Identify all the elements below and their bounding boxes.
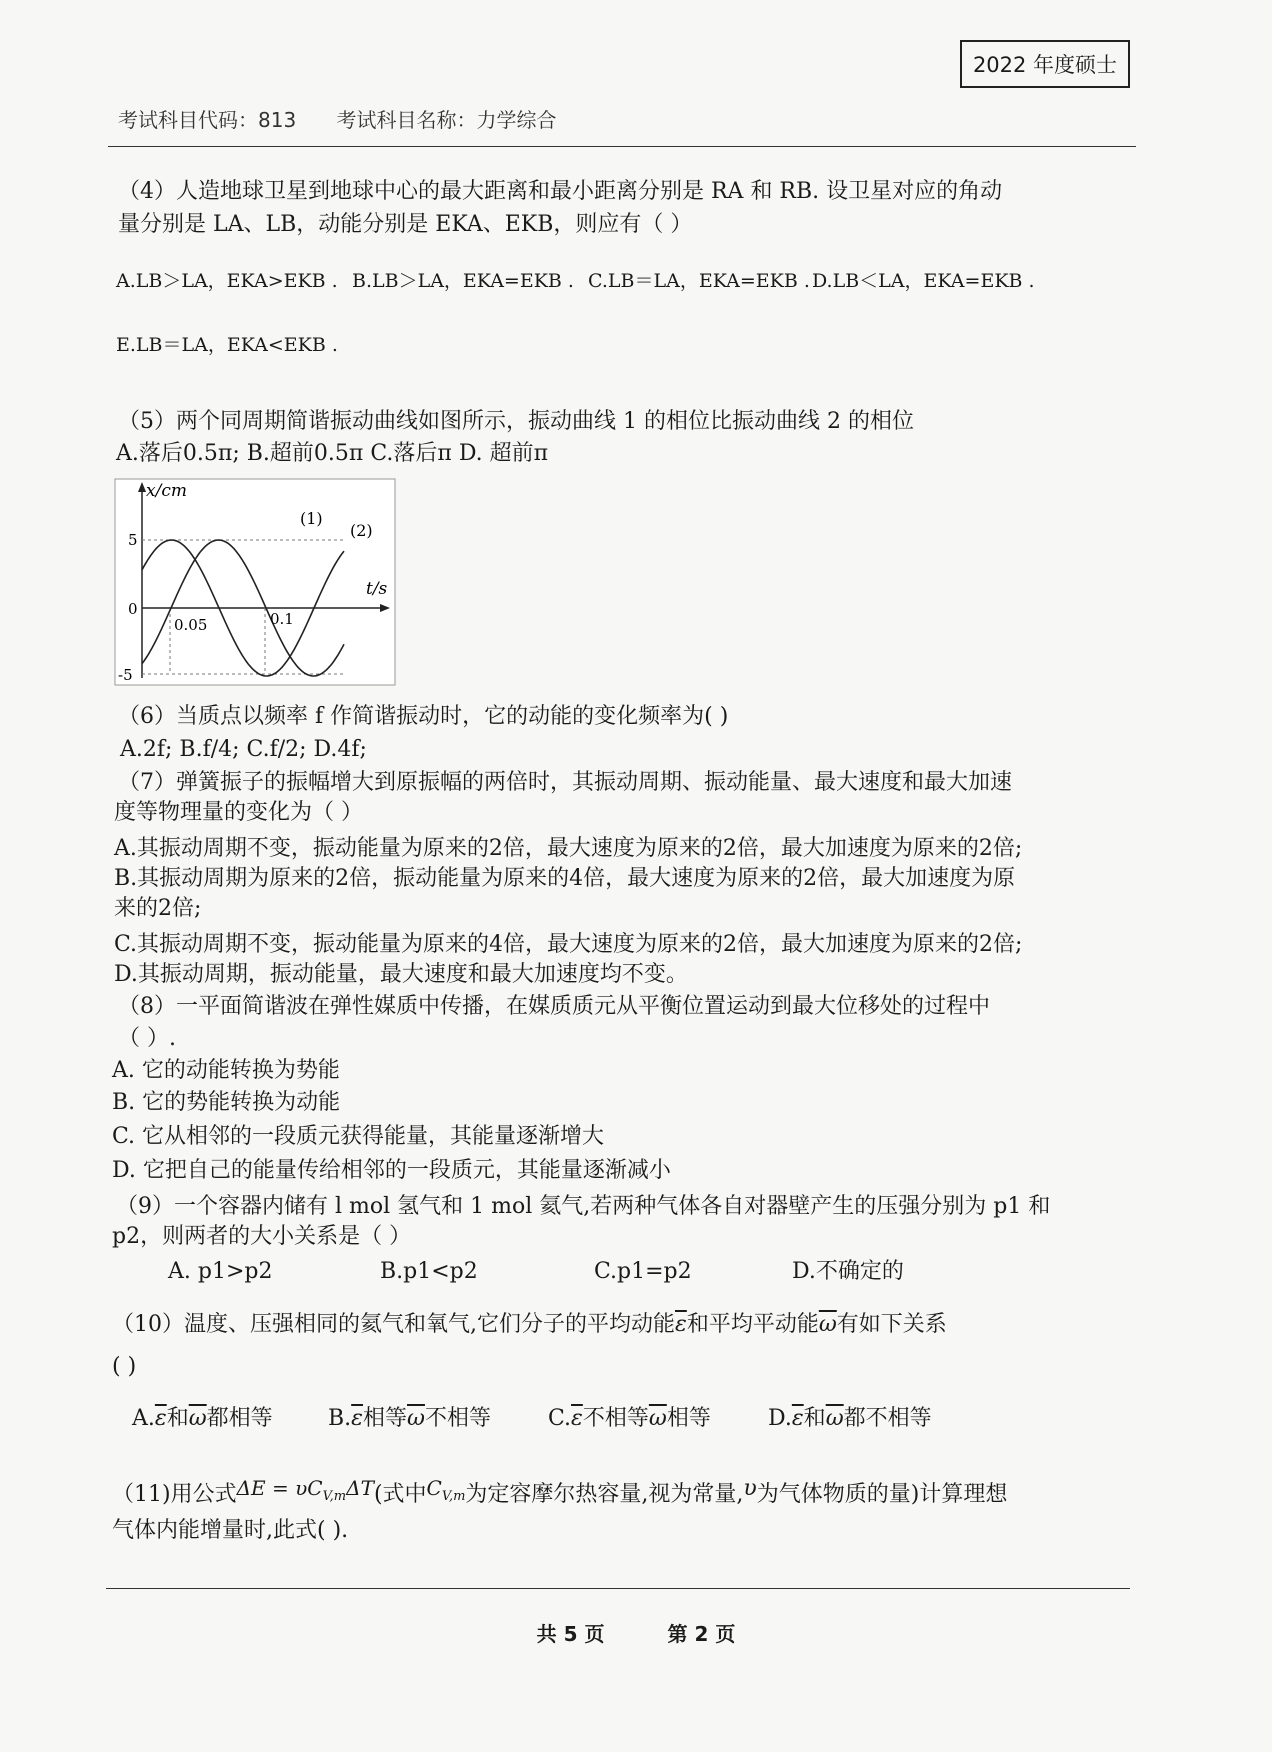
q7-option-d: D.其振动周期，振动能量，最大速度和最大加速度均不变。 <box>114 962 688 987</box>
page-footer <box>0 1618 1272 1647</box>
year-box: 2022 年度硕士 <box>960 40 1130 88</box>
q10-option-a-mid: 和 <box>166 1406 189 1431</box>
q4-line1: （4）人造地球卫星到地球中心的最大距离和最小距离分别是 RA 和 RB. 设卫星对应的角动 <box>118 179 1003 204</box>
q11-text-d: 为气体物质的量)计算理想 <box>756 1482 1008 1507</box>
omega-symbol: $\overline{\omega}$ <box>648 1406 667 1431</box>
current-page: 第 2 页 <box>667 1622 736 1646</box>
omega-symbol: $\overline{\omega}$ <box>188 1406 207 1431</box>
q11-text-c: 为定容摩尔热容量,视为常量, <box>465 1482 744 1507</box>
curve-1-label: (1) <box>300 509 323 528</box>
q10-option-a <box>132 1402 273 1435</box>
q10-option-c <box>548 1402 711 1435</box>
epsilon-symbol: $\overline{\varepsilon}$ <box>351 1406 363 1431</box>
header-rule <box>108 146 1136 147</box>
oscillation-graph <box>114 478 396 686</box>
q10-option-c-mid: 不相等 <box>582 1406 649 1431</box>
formula-subscript: V,m <box>322 1489 347 1504</box>
epsilon-symbol: $\overline{\varepsilon}$ <box>791 1406 804 1431</box>
omega-symbol: $\overline{\omega}$ <box>407 1406 425 1431</box>
q10-option-b-prefix: B. <box>328 1406 352 1431</box>
x-tick-1: 0.05 <box>174 616 208 634</box>
epsilon-symbol: $\overline{\varepsilon}$ <box>154 1406 167 1431</box>
internal-energy-formula <box>236 1476 374 1504</box>
q10-option-c-prefix: C. <box>548 1406 572 1431</box>
q10-line2: ( ) <box>112 1354 137 1379</box>
q5-options: A.落后0.5π; B.超前0.5π C.落后π D. 超前π <box>116 441 549 466</box>
q10-option-c-tail: 相等 <box>666 1406 711 1431</box>
q7-option-c: C.其振动周期不变，振动能量为原来的4倍，最大速度为原来的2倍，最大加速度为原来的2倍; <box>114 932 1023 957</box>
cvm-main: C <box>426 1476 442 1500</box>
q4-option-c: C.LB＝LA，EKA=EKB . <box>588 270 810 292</box>
epsilon-symbol: $\overline{\varepsilon}$ <box>675 1312 687 1337</box>
x-axis-label: t/s <box>366 579 388 599</box>
x-tick-2: 0.1 <box>270 610 294 628</box>
q4-line2: 量分别是 LA、LB，动能分别是 EKA、EKB，则应有（ ） <box>118 212 693 237</box>
epsilon-symbol: $\overline{\varepsilon}$ <box>571 1406 583 1431</box>
q10-text-b: 和平均平动能 <box>686 1312 819 1337</box>
y-tick-top: 5 <box>128 531 138 549</box>
q7-line1: （7）弹簧振子的振幅增大到原振幅的两倍时，其振动周期、振动能量、最大速度和最大加速 <box>118 770 1013 795</box>
q10-option-d <box>768 1402 932 1435</box>
q11-text-a: （11)用公式 <box>112 1482 237 1507</box>
q9-line1: （9）一个容器内储有 l mol 氢气和 1 mol 氦气,若两种气体各自对器壁产生的压强分别为 p1 和 <box>116 1194 1051 1219</box>
q11-text-b: (式中 <box>373 1482 427 1507</box>
total-pages: 共 5 页 <box>536 1622 605 1646</box>
q8-option-d: D. 它把自己的能量传给相邻的一段质元，其能量逐渐减小 <box>112 1158 671 1183</box>
q10-line1 <box>112 1308 947 1341</box>
q5-line1: （5）两个同周期简谐振动曲线如图所示，振动曲线 1 的相位比振动曲线 2 的相位 <box>118 409 914 434</box>
q10-option-d-tail: 都不相等 <box>843 1406 932 1431</box>
cvm-subscript: V,m <box>441 1489 466 1504</box>
q7-option-b-line2: 来的2倍; <box>114 896 202 921</box>
q7-line2: 度等物理量的变化为（ ） <box>114 800 363 825</box>
q10-option-a-tail: 都相等 <box>206 1406 273 1431</box>
footer-rule <box>106 1588 1130 1589</box>
q10-text-c: 有如下关系 <box>836 1312 947 1337</box>
q10-option-b <box>328 1402 491 1435</box>
q10-option-d-prefix: D. <box>768 1406 792 1431</box>
omega-symbol: $\overline{\omega}$ <box>825 1406 844 1431</box>
q7-option-a: A.其振动周期不变，振动能量为原来的2倍，最大速度为原来的2倍，最大加速度为原来的2倍; <box>114 836 1023 861</box>
q4-option-e: E.LB＝LA，EKA<EKB . <box>116 334 338 356</box>
exam-header <box>118 104 591 133</box>
q10-option-a-prefix: A. <box>132 1406 155 1431</box>
y-tick-zero: 0 <box>128 600 138 618</box>
q4-option-b: B.LB＞LA，EKA=EKB . <box>352 270 574 292</box>
subject-name: 考试科目名称：力学综合 <box>336 108 557 132</box>
curve-2-label: (2) <box>350 521 373 540</box>
q9-line2: p2，则两者的大小关系是（ ） <box>112 1224 412 1249</box>
q10-option-b-tail: 不相等 <box>424 1406 491 1431</box>
y-axis-label: x/cm <box>146 481 187 501</box>
formula-tail: ΔT <box>346 1476 374 1500</box>
nu-symbol: υ <box>743 1476 757 1501</box>
q10-option-b-mid: 相等 <box>362 1406 407 1431</box>
q7-option-b-line1: B.其振动周期为原来的2倍，振动能量为原来的4倍，最大速度为原来的2倍，最大加速度为原 <box>114 866 1016 891</box>
q8-option-c: C. 它从相邻的一段质元获得能量，其能量逐渐增大 <box>112 1124 605 1149</box>
q9-option-d: D.不确定的 <box>792 1259 904 1284</box>
q6-line1: （6）当质点以频率 f 作简谐振动时，它的动能的变化频率为( ) <box>118 704 729 729</box>
omega-symbol: $\overline{\omega}$ <box>818 1312 837 1337</box>
q9-option-a: A. p1>p2 <box>168 1259 273 1284</box>
subject-code: 考试科目代码：813 <box>118 108 297 132</box>
y-tick-bottom: -5 <box>118 666 133 684</box>
q6-options: A.2f; B.f/4; C.f/2; D.4f; <box>120 737 367 762</box>
q11-line2: 气体内能增量时,此式( ). <box>112 1518 349 1543</box>
cvm-symbol <box>426 1476 466 1504</box>
q10-text-a: （10）温度、压强相同的氦气和氧气,它们分子的平均动能 <box>112 1312 675 1337</box>
q8-line1: （8）一平面简谐波在弹性媒质中传播，在媒质质元从平衡位置运动到最大位移处的过程中 <box>118 994 991 1019</box>
q8-option-a: A. 它的动能转换为势能 <box>112 1058 340 1083</box>
q11-line1 <box>112 1472 1007 1513</box>
q8-option-b: B. 它的势能转换为动能 <box>112 1090 341 1115</box>
q4-option-a: A.LB＞LA，EKA>EKB . <box>116 270 338 292</box>
formula-main: ΔE = υC <box>236 1476 323 1500</box>
q10-option-d-mid: 和 <box>803 1406 826 1431</box>
q4-option-d: D.LB＜LA，EKA=EKB . <box>812 270 1035 292</box>
q8-line2: （ ）. <box>118 1026 176 1051</box>
q9-option-b: B.p1<p2 <box>380 1259 478 1284</box>
q9-option-c: C.p1=p2 <box>594 1259 692 1284</box>
